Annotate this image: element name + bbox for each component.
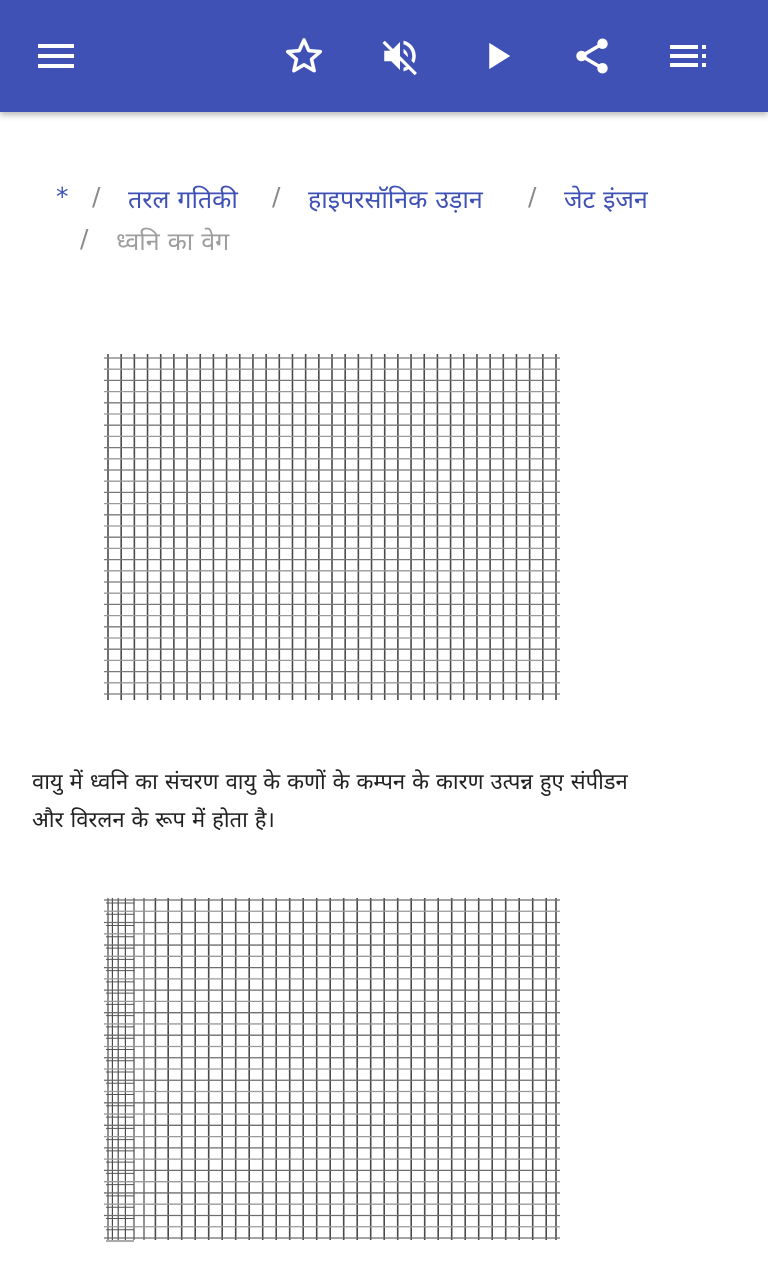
app-bar: [0, 0, 768, 112]
menu-icon: [36, 36, 76, 76]
breadcrumb-separator: /: [92, 182, 101, 211]
breadcrumb-separator: /: [528, 182, 537, 211]
breadcrumb-separator: /: [272, 182, 281, 211]
share-button[interactable]: [556, 20, 628, 92]
breadcrumb-separator: /: [80, 224, 89, 253]
article-paragraph: वायु में ध्वनि का संचरण वायु के कणों के कम्पन के कारण उत्पन्न हुए संपीडन और विरलन के रूप में होता है।: [32, 770, 628, 833]
contents-button[interactable]: [652, 20, 724, 92]
menu-button[interactable]: [20, 20, 92, 92]
playlist-icon: [668, 36, 708, 76]
breadcrumb-item-jet-engine[interactable]: जेट इंजन: [564, 185, 648, 214]
breadcrumb-item-hypersonic-flight[interactable]: हाइपरसॉनिक उड़ान: [308, 185, 483, 214]
breadcrumb-current-page: ध्वनि का वेग: [116, 227, 230, 256]
star-outline-icon: [283, 35, 325, 77]
play-button[interactable]: [462, 20, 534, 92]
breadcrumb-item-fluid-dynamics[interactable]: तरल गतिकी: [128, 185, 238, 214]
bookmark-button[interactable]: [268, 20, 340, 92]
play-icon: [477, 35, 519, 77]
share-icon: [571, 35, 613, 77]
sound-wave-grid-figure-1: [104, 354, 564, 700]
mute-button[interactable]: [364, 20, 436, 92]
breadcrumb-home[interactable]: *: [56, 182, 69, 211]
volume-off-icon: [379, 35, 421, 77]
sound-wave-grid-figure-2: [104, 896, 564, 1244]
